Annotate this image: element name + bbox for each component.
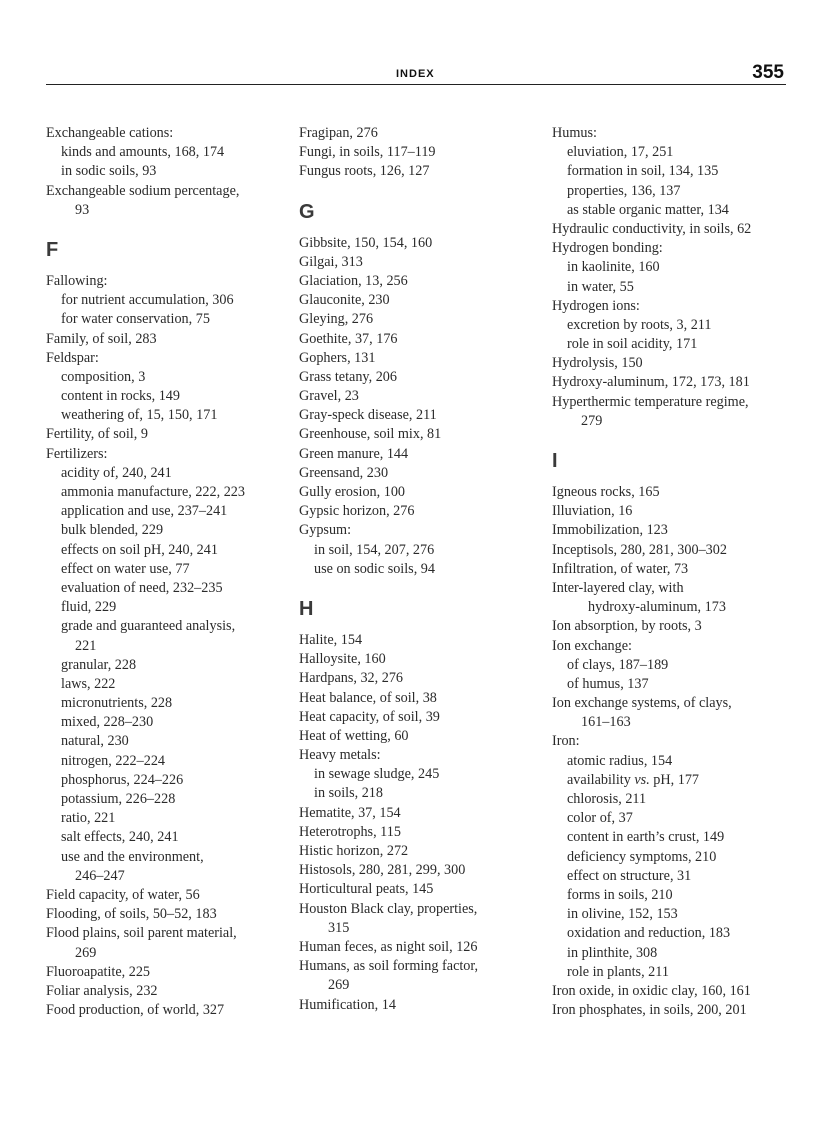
index-subentry: deficiency symptoms, 210 bbox=[567, 848, 717, 865]
index-subentry: salt effects, 240, 241 bbox=[61, 829, 179, 846]
section-letter-f: F bbox=[46, 238, 59, 261]
index-entry: Foliar analysis, 232 bbox=[46, 982, 158, 999]
index-column-1 bbox=[46, 124, 298, 1020]
index-subentry: laws, 222 bbox=[61, 675, 116, 692]
running-header-title: INDEX bbox=[396, 68, 435, 80]
index-entry: Ion absorption, by roots, 3 bbox=[552, 618, 702, 635]
index-entry: Green manure, 144 bbox=[299, 445, 409, 462]
index-subentry: use on sodic soils, 94 bbox=[314, 560, 435, 577]
index-entry: Humus: bbox=[552, 125, 597, 141]
index-entry: Hardpans, 32, 276 bbox=[299, 670, 404, 687]
index-subentry: evaluation of need, 232–235 bbox=[61, 579, 223, 596]
index-entry-continuation: 221 bbox=[75, 637, 97, 654]
index-entry: Iron: bbox=[552, 733, 580, 750]
page-number: 355 bbox=[752, 62, 784, 83]
index-entry: Iron phosphates, in soils, 200, 201 bbox=[552, 1002, 747, 1019]
index-subentry: fluid, 229 bbox=[61, 599, 117, 616]
index-entry: Greenhouse, soil mix, 81 bbox=[299, 426, 442, 443]
index-subentry: use and the environment, bbox=[61, 848, 204, 865]
index-subentry: in plinthite, 308 bbox=[567, 944, 658, 961]
index-entry: Greensand, 230 bbox=[299, 464, 389, 481]
index-subentry: as stable organic matter, 134 bbox=[567, 201, 729, 218]
index-subentry: of clays, 187–189 bbox=[567, 656, 669, 673]
index-subentry: oxidation and reduction, 183 bbox=[567, 925, 731, 942]
index-entry: Infiltration, of water, 73 bbox=[552, 560, 689, 577]
index-entry: Histosols, 280, 281, 299, 300 bbox=[299, 862, 466, 879]
index-entry: Gypsic horizon, 276 bbox=[299, 503, 415, 520]
index-entry: Field capacity, of water, 56 bbox=[46, 886, 200, 903]
index-entry-continuation: 269 bbox=[328, 977, 350, 994]
index-subentry: in soil, 154, 207, 276 bbox=[314, 541, 435, 558]
index-subentry: natural, 230 bbox=[61, 733, 129, 750]
index-entry: Horticultural peats, 145 bbox=[299, 881, 434, 898]
index-subentry: potassium, 226–228 bbox=[61, 791, 176, 807]
index-entry: Glauconite, 230 bbox=[299, 292, 390, 309]
index-entry: Inceptisols, 280, 281, 300–302 bbox=[552, 541, 727, 558]
index-entry: Humification, 14 bbox=[299, 996, 396, 1013]
index-subentry: for nutrient accumulation, 306 bbox=[61, 292, 234, 309]
index-entry: Fertilizers: bbox=[46, 445, 108, 462]
index-entry-continuation: 93 bbox=[75, 201, 90, 218]
index-entry: Illuviation, 16 bbox=[552, 503, 633, 520]
index-entry: Fertility, of soil, 9 bbox=[46, 426, 148, 443]
index-entry: Heavy metals: bbox=[299, 747, 381, 764]
index-column-2 bbox=[299, 124, 551, 1015]
index-subentry: color of, 37 bbox=[567, 810, 633, 827]
index-entry: Humans, as soil forming factor, bbox=[299, 958, 479, 975]
index-subentry: chlorosis, 211 bbox=[567, 791, 647, 807]
index-subentry: in sodic soils, 93 bbox=[61, 163, 157, 180]
index-entry: Hydraulic conductivity, in soils, 62 bbox=[552, 220, 752, 237]
index-subentry: kinds and amounts, 168, 174 bbox=[61, 144, 225, 161]
index-entry-continuation: 315 bbox=[328, 919, 350, 936]
index-entry: Igneous rocks, 165 bbox=[552, 484, 660, 500]
index-entry: Fluoroapatite, 225 bbox=[46, 963, 151, 980]
index-entry: Exchangeable sodium percentage, bbox=[46, 182, 240, 199]
index-subentry: in water, 55 bbox=[567, 278, 634, 295]
index-subentry: forms in soils, 210 bbox=[567, 886, 673, 903]
index-entry: Hydrolysis, 150 bbox=[552, 355, 643, 372]
index-entry: Heat balance, of soil, 38 bbox=[299, 689, 437, 706]
index-subentry: phosphorus, 224–226 bbox=[61, 771, 184, 788]
subentry-text: availability bbox=[567, 771, 635, 788]
index-subentry: for water conservation, 75 bbox=[61, 311, 210, 328]
index-entry: Ion exchange: bbox=[552, 637, 632, 654]
index-subentry: eluviation, 17, 251 bbox=[567, 144, 674, 161]
index-entry: Exchangeable cations: bbox=[46, 125, 174, 141]
index-entry: Histic horizon, 272 bbox=[299, 843, 409, 859]
index-entry: Feldspar: bbox=[46, 349, 99, 366]
index-subentry: excretion by roots, 3, 211 bbox=[567, 316, 712, 333]
index-entry: Immobilization, 123 bbox=[552, 522, 668, 539]
index-subentry: in soils, 218 bbox=[314, 785, 383, 802]
index-entry: Hydrogen ions: bbox=[552, 297, 640, 314]
index-subentry: mixed, 228–230 bbox=[61, 714, 154, 731]
index-subentry: content in earth’s crust, 149 bbox=[567, 829, 725, 846]
index-entry: Hydrogen bonding: bbox=[552, 240, 663, 257]
index-entry-continuation: hydroxy-aluminum, 173 bbox=[588, 599, 726, 616]
index-entry: Heat of wetting, 60 bbox=[299, 727, 409, 744]
index-entry: Gophers, 131 bbox=[299, 349, 376, 366]
section-letter-h: H bbox=[299, 597, 314, 620]
index-entry-continuation: 161–163 bbox=[581, 714, 631, 731]
index-subentry: bulk blended, 229 bbox=[61, 522, 164, 539]
index-column-3 bbox=[552, 124, 804, 1020]
index-subentry: effect on structure, 31 bbox=[567, 867, 692, 884]
index-entry: Inter-layered clay, with bbox=[552, 579, 684, 596]
index-subentry: granular, 228 bbox=[61, 656, 137, 673]
section-letter-g: G bbox=[299, 200, 315, 223]
index-entry: Human feces, as night soil, 126 bbox=[299, 938, 478, 955]
index-entry: Gypsum: bbox=[299, 522, 352, 539]
index-entry: Halite, 154 bbox=[299, 631, 363, 648]
index-subentry: in olivine, 152, 153 bbox=[567, 906, 678, 923]
index-entry-continuation: 246–247 bbox=[75, 867, 125, 884]
section-letter-i: I bbox=[552, 450, 558, 472]
index-entry: Goethite, 37, 176 bbox=[299, 330, 398, 347]
index-entry: Houston Black clay, properties, bbox=[299, 900, 478, 917]
index-entry: Heat capacity, of soil, 39 bbox=[299, 708, 440, 725]
index-entry: Food production, of world, 327 bbox=[46, 1002, 225, 1019]
index-subentry: acidity of, 240, 241 bbox=[61, 464, 172, 481]
index-subentry: ammonia manufacture, 222, 223 bbox=[61, 484, 245, 500]
subentry-text: pH, 177 bbox=[649, 771, 700, 788]
index-subentry: content in rocks, 149 bbox=[61, 388, 180, 405]
index-subentry: nitrogen, 222–224 bbox=[61, 752, 166, 769]
index-entry: Flood plains, soil parent material, bbox=[46, 925, 237, 942]
index-subentry: atomic radius, 154 bbox=[567, 752, 673, 769]
index-subentry: in sewage sludge, 245 bbox=[314, 766, 440, 783]
index-subentry: composition, 3 bbox=[61, 368, 146, 385]
index-subentry: of humus, 137 bbox=[567, 675, 649, 692]
index-entry: Gray-speck disease, 211 bbox=[299, 407, 437, 424]
index-entry: Iron oxide, in oxidic clay, 160, 161 bbox=[552, 982, 751, 999]
index-entry: Ion exchange systems, of clays, bbox=[552, 695, 732, 712]
index-subentry bbox=[552, 771, 804, 790]
index-subentry: micronutrients, 228 bbox=[61, 695, 173, 712]
index-subentry: effects on soil pH, 240, 241 bbox=[61, 541, 218, 558]
index-entry: Hematite, 37, 154 bbox=[299, 804, 401, 821]
index-entry: Gravel, 23 bbox=[299, 388, 359, 405]
index-entry: Gibbsite, 150, 154, 160 bbox=[299, 234, 433, 251]
index-entry: Gilgai, 313 bbox=[299, 253, 363, 270]
index-subentry: role in soil acidity, 171 bbox=[567, 336, 698, 353]
index-entry: Family, of soil, 283 bbox=[46, 330, 157, 347]
index-entry: Gleying, 276 bbox=[299, 311, 374, 328]
index-entry: Grass tetany, 206 bbox=[299, 368, 397, 385]
versus-abbreviation: vs. bbox=[634, 771, 650, 788]
index-subentry: ratio, 221 bbox=[61, 810, 116, 827]
index-subentry: role in plants, 211 bbox=[567, 963, 669, 980]
index-subentry: application and use, 237–241 bbox=[61, 503, 228, 520]
index-entry: Fallowing: bbox=[46, 272, 108, 289]
index-entry: Halloysite, 160 bbox=[299, 651, 386, 668]
index-entry-continuation: 269 bbox=[75, 944, 97, 961]
index-entry: Flooding, of soils, 50–52, 183 bbox=[46, 906, 217, 923]
header-rule bbox=[46, 84, 786, 85]
index-entry: Glaciation, 13, 256 bbox=[299, 272, 408, 289]
index-entry: Hydroxy-aluminum, 172, 173, 181 bbox=[552, 374, 750, 391]
index-entry: Heterotrophs, 115 bbox=[299, 823, 401, 840]
index-subentry: in kaolinite, 160 bbox=[567, 259, 660, 276]
index-subentry: effect on water use, 77 bbox=[61, 560, 190, 577]
index-subentry: weathering of, 15, 150, 171 bbox=[61, 407, 218, 424]
index-entry: Fragipan, 276 bbox=[299, 125, 378, 141]
index-subentry: properties, 136, 137 bbox=[567, 182, 681, 199]
index-entry: Fungi, in soils, 117–119 bbox=[299, 144, 436, 161]
index-entry: Hyperthermic temperature regime, bbox=[552, 393, 749, 410]
index-entry-continuation: 279 bbox=[581, 412, 603, 429]
index-entry: Fungus roots, 126, 127 bbox=[299, 163, 430, 180]
index-entry: Gully erosion, 100 bbox=[299, 484, 406, 500]
index-subentry: grade and guaranteed analysis, bbox=[61, 618, 236, 635]
index-subentry: formation in soil, 134, 135 bbox=[567, 163, 719, 180]
